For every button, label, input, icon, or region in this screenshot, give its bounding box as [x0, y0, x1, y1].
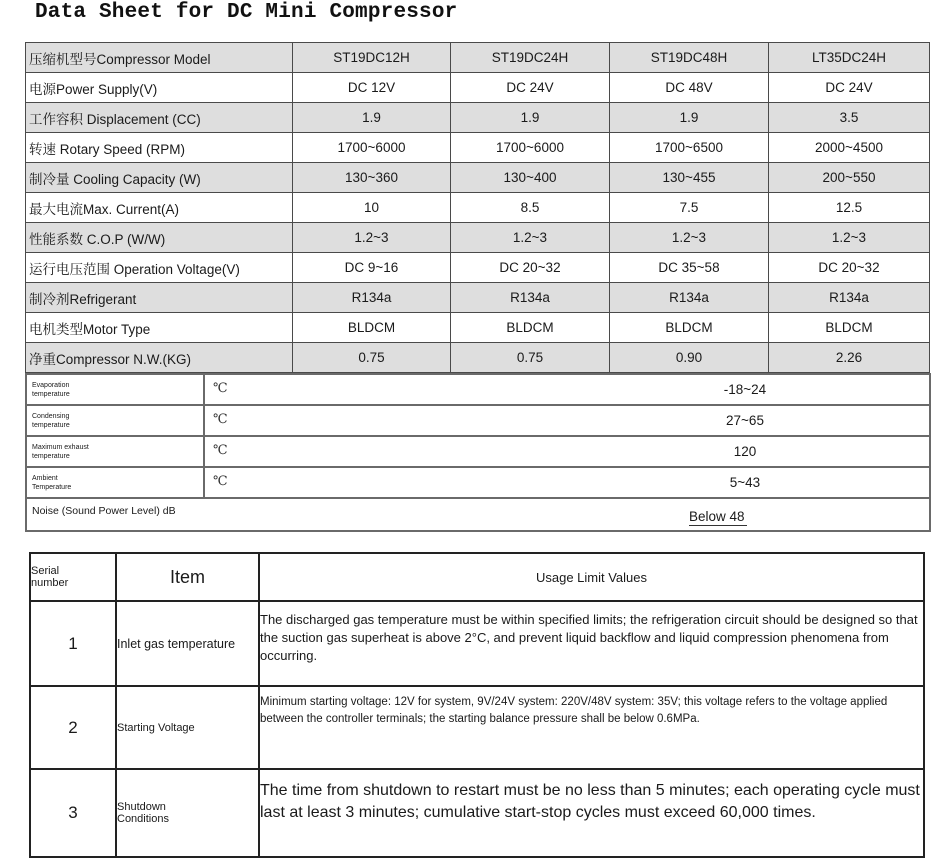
- condition-row: [26, 436, 930, 467]
- limit-value: Minimum starting voltage: 12V for system, 9V/24V system: 220V/48V system: 35V; this voltage refers to the voltage applied between the controller terminals; the starting balance pressure shall be below 0.6MPa.: [259, 686, 924, 769]
- item-name: Inlet gas temperature: [116, 601, 259, 686]
- spec-cell: 1700~6500: [610, 133, 769, 163]
- spec-row-label: 净重Compressor N.W.(KG): [26, 343, 293, 373]
- limits-row: [30, 769, 924, 857]
- condition-value: 5~43: [729, 475, 761, 490]
- noise-cell: [26, 498, 930, 531]
- usage-limits-table: [29, 552, 925, 858]
- condition-row: [26, 467, 930, 498]
- condition-label: Evaporation temperature: [26, 374, 204, 405]
- spec-row: [26, 253, 930, 283]
- spec-cell: BLDCM: [610, 313, 769, 343]
- spec-cell: 1.9: [293, 103, 451, 133]
- celsius-unit: ℃: [213, 474, 228, 489]
- noise-value: Below 48: [689, 509, 745, 524]
- spec-row-label: 制冷剂Refrigerant: [26, 283, 293, 313]
- spec-cell: 10: [293, 193, 451, 223]
- spec-cell: 1.2~3: [769, 223, 930, 253]
- spec-row: [26, 343, 930, 373]
- spec-cell: 130~400: [451, 163, 610, 193]
- spec-cell: 1.2~3: [610, 223, 769, 253]
- spec-row-label: 压缩机型号Compressor Model: [26, 43, 293, 73]
- spec-cell: 0.75: [451, 343, 610, 373]
- spec-cell: 3.5: [769, 103, 930, 133]
- spec-cell: R134a: [769, 283, 930, 313]
- spec-row: [26, 133, 930, 163]
- serial-number: 3: [30, 769, 116, 857]
- usage-limit-header: Usage Limit Values: [259, 553, 924, 601]
- conditions-table: [25, 373, 931, 532]
- spec-cell: BLDCM: [769, 313, 930, 343]
- spec-row: [26, 193, 930, 223]
- limits-row: [30, 601, 924, 686]
- spec-cell: DC 9~16: [293, 253, 451, 283]
- spec-cell: 12.5: [769, 193, 930, 223]
- spec-row: [26, 163, 930, 193]
- condition-label: Maximum exhaust temperature: [26, 436, 204, 467]
- item-name: Shutdown Conditions: [116, 769, 259, 857]
- spec-cell: 2.26: [769, 343, 930, 373]
- spec-cell: R134a: [610, 283, 769, 313]
- limit-value: The time from shutdown to restart must be no less than 5 minutes; each operating cycle must last at least 3 minutes; cumulative start-stop cycles must exceed 60,000 times.: [259, 769, 924, 857]
- item-name: Starting Voltage: [116, 686, 259, 769]
- noise-row: [26, 498, 930, 531]
- spec-cell: DC 24V: [769, 73, 930, 103]
- condition-row: [26, 374, 930, 405]
- spec-cell: DC 20~32: [769, 253, 930, 283]
- spec-cell: 130~360: [293, 163, 451, 193]
- spec-row: [26, 43, 930, 73]
- limit-value: The discharged gas temperature must be within specified limits; the refrigeration circuit should be designed so that the suction gas superheat is above 2°C, and prevent liquid backflow and liquid compression phenomena from occurring.: [259, 601, 924, 686]
- serial-number: 2: [30, 686, 116, 769]
- spec-row: [26, 283, 930, 313]
- condition-label: Ambient Temperature: [26, 467, 204, 498]
- spec-row-label: 最大电流Max. Current(A): [26, 193, 293, 223]
- spec-cell: 1.2~3: [451, 223, 610, 253]
- limits-header-row: [30, 553, 924, 601]
- condition-cell: [204, 436, 930, 467]
- spec-row-label: 工作容积 Displacement (CC): [26, 103, 293, 133]
- celsius-unit: ℃: [213, 412, 228, 427]
- spec-cell: 7.5: [610, 193, 769, 223]
- spec-cell: LT35DC24H: [769, 43, 930, 73]
- condition-cell: [204, 467, 930, 498]
- spec-cell: 1.9: [610, 103, 769, 133]
- spec-cell: ST19DC12H: [293, 43, 451, 73]
- spec-cell: DC 48V: [610, 73, 769, 103]
- spec-cell: 0.90: [610, 343, 769, 373]
- spec-cell: DC 12V: [293, 73, 451, 103]
- condition-label: Condensing temperature: [26, 405, 204, 436]
- spec-row-label: 转速 Rotary Speed (RPM): [26, 133, 293, 163]
- condition-value: -18~24: [723, 382, 767, 397]
- condition-cell: [204, 405, 930, 436]
- spec-cell: DC 35~58: [610, 253, 769, 283]
- spec-cell: 1700~6000: [451, 133, 610, 163]
- spec-cell: R134a: [451, 283, 610, 313]
- spec-cell: 1700~6000: [293, 133, 451, 163]
- spec-row-label: 电机类型Motor Type: [26, 313, 293, 343]
- condition-cell: [204, 374, 930, 405]
- condition-row: [26, 405, 930, 436]
- spec-row: [26, 313, 930, 343]
- page-title: Data Sheet for DC Mini Compressor: [35, 1, 458, 24]
- item-header: Item: [116, 553, 259, 601]
- limits-row: [30, 686, 924, 769]
- spec-cell: 130~455: [610, 163, 769, 193]
- spec-row-label: 制冷量 Cooling Capacity (W): [26, 163, 293, 193]
- spec-cell: 0.75: [293, 343, 451, 373]
- spec-cell: 200~550: [769, 163, 930, 193]
- spec-cell: ST19DC48H: [610, 43, 769, 73]
- spec-row: [26, 223, 930, 253]
- spec-cell: 1.9: [451, 103, 610, 133]
- spec-row-label: 电源Power Supply(V): [26, 73, 293, 103]
- spec-cell: 1.2~3: [293, 223, 451, 253]
- spec-row-label: 性能系数 C.O.P (W/W): [26, 223, 293, 253]
- spec-row: [26, 103, 930, 133]
- spec-cell: 8.5: [451, 193, 610, 223]
- spec-row-label: 运行电压范围 Operation Voltage(V): [26, 253, 293, 283]
- celsius-unit: ℃: [213, 443, 228, 458]
- spec-cell: DC 20~32: [451, 253, 610, 283]
- spec-cell: ST19DC24H: [451, 43, 610, 73]
- serial-number: 1: [30, 601, 116, 686]
- spec-cell: BLDCM: [451, 313, 610, 343]
- condition-value: 120: [733, 444, 757, 459]
- serial-number-header: Serial number: [30, 553, 116, 601]
- spec-cell: R134a: [293, 283, 451, 313]
- condition-value: 27~65: [726, 413, 764, 428]
- celsius-unit: ℃: [213, 381, 228, 396]
- spec-row: [26, 73, 930, 103]
- spec-cell: BLDCM: [293, 313, 451, 343]
- spec-cell: DC 24V: [451, 73, 610, 103]
- noise-label: Noise (Sound Power Level) dB: [32, 505, 176, 517]
- spec-table: [25, 42, 930, 373]
- spec-cell: 2000~4500: [769, 133, 930, 163]
